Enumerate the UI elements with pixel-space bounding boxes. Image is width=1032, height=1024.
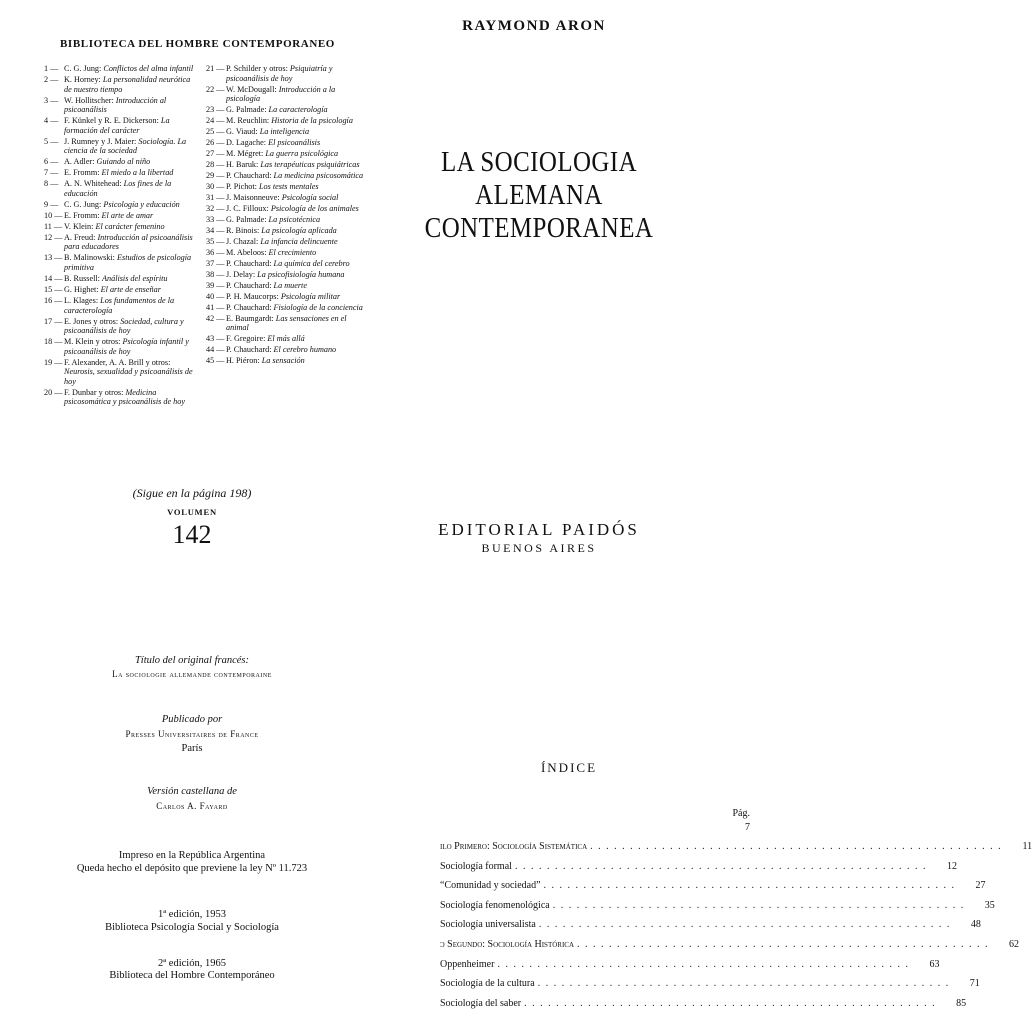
edition-2-line-2: Biblioteca del Hombre Contemporáneo xyxy=(109,970,275,981)
series-item-text xyxy=(226,105,364,115)
series-item-text xyxy=(64,337,194,356)
publisher: EDITORIAL PAIDÓS xyxy=(438,520,640,539)
series-item-number: 20 — xyxy=(44,387,63,397)
series-item-text xyxy=(64,388,194,407)
toc-leader-dots: . . . . . . . . . . . . . . . . . . . . . . . . . . . . . . . . . . . . . . . . . . . . . . . . . . . . xyxy=(538,919,951,931)
toc-leader-dots: . . . . . . . . . . . . . . . . . . . . . . . . . . . . . . . . . . . . . . . . . . . . . . . . . . . . xyxy=(543,880,956,892)
series-list-item xyxy=(44,233,194,252)
translator: Carlos A. Fayard xyxy=(156,801,228,811)
series-item-title: El miedo a la libertad xyxy=(101,168,174,178)
series-item-author: P. H. Maucorps: xyxy=(226,291,281,301)
series-list-item xyxy=(206,149,364,159)
series-item-number: 28 — xyxy=(206,160,225,170)
series-item-text xyxy=(64,274,194,284)
series-item-author: P. Pichot: xyxy=(226,182,259,192)
toc-leader-dots: . . . . . . . . . . . . . . . . . . . . . . . . . . . . . . . . . . . . . . . . . . . . . . . . . . . . xyxy=(524,997,937,1009)
series-item-text xyxy=(64,157,194,167)
series-item-text xyxy=(226,138,364,148)
toc-entry-label: Sociología universalista xyxy=(440,919,536,931)
series-item-title: Psicología militar xyxy=(280,291,341,301)
series-list-item xyxy=(206,345,364,355)
series-item-author: F. Alexander, A. A. Brill y otros: xyxy=(64,357,171,367)
series-item-author: J. Maisonneuve: xyxy=(226,193,282,203)
series-item-text xyxy=(64,75,194,94)
first-page-number: 7 xyxy=(745,822,750,833)
toc-row xyxy=(440,860,957,881)
series-item-number: 26 — xyxy=(206,138,225,148)
series-item-title: El cerebro humano xyxy=(273,345,337,355)
series-item-number: 19 — xyxy=(44,357,63,367)
toc-page-number: 71 xyxy=(969,978,980,990)
series-item-author: P. Schilder y otros: xyxy=(226,64,290,73)
series-list-item xyxy=(206,193,364,203)
series-item-author: J. Chazal: xyxy=(226,236,261,246)
series-item-number: 44 — xyxy=(206,345,225,355)
original-title-label: Título del original francés: xyxy=(134,655,250,666)
series-list-item xyxy=(206,204,364,214)
series-item-number: 39 — xyxy=(206,280,225,290)
series-item-author: M. Klein y otros: xyxy=(64,337,123,347)
series-item-number: 16 — xyxy=(44,295,63,305)
translation-label: Versión castellana de xyxy=(147,786,237,797)
series-item-text xyxy=(226,248,364,258)
series-item-title: Psicología social xyxy=(281,193,339,203)
printed-line-2: Queda hecho el depósito que previene la ley Nº 11.723 xyxy=(76,863,308,874)
toc-row xyxy=(440,919,981,939)
series-item-title: La psicología aplicada xyxy=(261,225,337,235)
series-item-author: M. Reuchlin: xyxy=(226,116,272,126)
series-list-item xyxy=(44,296,194,315)
series-item-title: El psicoanálisis xyxy=(268,138,321,148)
series-item-number: 30 — xyxy=(206,182,225,192)
series-item-title: Introducción al psicoanálisis xyxy=(64,95,167,115)
series-item-text xyxy=(64,200,194,210)
series-item-number: 27 — xyxy=(206,149,225,159)
series-list-item xyxy=(206,226,364,236)
table-of-contents xyxy=(440,841,1032,1017)
edition-2-line-1: 2ª edición, 1965 xyxy=(158,958,226,969)
series-item-text xyxy=(64,64,194,74)
series-list-item xyxy=(206,171,364,181)
series-item-title: Psicología infantil y psicoanálisis de hoy xyxy=(64,337,189,356)
series-item-number: 18 — xyxy=(44,337,63,347)
series-item-author: A. N. Whitehead: xyxy=(64,179,124,189)
series-item-text xyxy=(226,160,364,170)
series-item-author: J. Rumney y J. Maier: xyxy=(64,136,139,146)
toc-entry-label: ılo Primero: Sociología Sistemática xyxy=(440,841,588,852)
series-item-number: 42 — xyxy=(206,313,225,323)
toc-row xyxy=(440,880,986,900)
series-item-text xyxy=(226,292,364,302)
series-item-author: G. Palmade: xyxy=(226,105,269,115)
series-item-title: Sociedad, cultura y psicoanálisis de hoy xyxy=(64,316,184,336)
toc-page-number: 62 xyxy=(1009,938,1020,950)
series-item-title: El más allá xyxy=(267,334,305,344)
series-item-title: Psiquiatría y psicoanálisis de hoy xyxy=(226,64,333,83)
series-item-title: La infancia delincuente xyxy=(260,236,338,246)
series-item-text xyxy=(226,182,364,192)
series-item-number: 7 — xyxy=(44,168,59,178)
series-list-item xyxy=(44,358,194,387)
series-item-author: B. Malinowski: xyxy=(64,253,117,263)
series-item-title: Neurosis, sexualidad y psicoanálisis de hoy xyxy=(64,367,193,386)
series-item-number: 32 — xyxy=(206,204,225,214)
series-list-item xyxy=(44,157,194,167)
series-item-title: La muerte xyxy=(273,280,307,290)
publisher-city: BUENOS AIRES xyxy=(481,541,597,555)
series-list-item xyxy=(44,274,194,284)
series-item-text xyxy=(226,85,364,104)
series-item-text xyxy=(64,317,194,336)
series-item-number: 11 — xyxy=(44,221,63,231)
series-list-item xyxy=(206,182,364,192)
published-by: Presses Universitaires de France xyxy=(125,729,259,739)
series-list-item xyxy=(206,116,364,126)
series-item-title: El carácter femenino xyxy=(95,221,165,231)
series-list-item xyxy=(44,64,194,74)
series-item-number: 45 — xyxy=(206,356,225,366)
series-item-title: La psicotécnica xyxy=(268,215,321,224)
series-title: BIBLIOTECA DEL HOMBRE CONTEMPORANEO xyxy=(60,38,335,50)
series-item-number: 36 — xyxy=(206,247,225,257)
series-item-title: La química del cerebro xyxy=(273,258,350,268)
series-item-text xyxy=(64,285,194,295)
series-item-number: 40 — xyxy=(206,291,225,301)
book-title-line-2: ALEMANA xyxy=(475,179,603,211)
series-list-item xyxy=(206,237,364,247)
series-item-text xyxy=(64,296,194,315)
series-item-text xyxy=(226,127,364,137)
toc-entry-label: “Comunidad y sociedad” xyxy=(440,880,541,892)
series-item-title: Medicina psicosomática y psicoanálisis de hoy xyxy=(64,387,185,407)
series-item-title: El arte de amar xyxy=(101,210,154,220)
series-item-author: G. Viaud: xyxy=(226,127,260,137)
series-item-number: 8 — xyxy=(44,179,59,189)
series-item-text xyxy=(64,96,194,115)
series-item-text xyxy=(226,314,364,333)
series-item-title: Los fines de la educación xyxy=(64,179,172,198)
series-item-text xyxy=(226,149,364,159)
series-list-item xyxy=(44,168,194,178)
series-item-author: C. G. Jung: xyxy=(64,199,104,209)
series-list-item xyxy=(206,248,364,258)
series-list-item xyxy=(44,388,194,407)
series-list-item xyxy=(44,179,194,198)
series-item-number: 14 — xyxy=(44,273,63,283)
series-list-item xyxy=(206,259,364,269)
series-list-column-2 xyxy=(206,64,364,367)
series-item-author: D. Lagache: xyxy=(226,138,269,148)
series-item-author: R. Binois: xyxy=(226,225,262,235)
series-item-author: J. C. Filloux: xyxy=(226,204,271,214)
series-item-author: H. Baruk: xyxy=(226,160,261,170)
series-item-text xyxy=(226,204,364,214)
series-item-text xyxy=(226,193,364,203)
series-item-text xyxy=(64,179,194,198)
series-item-author: B. Russell: xyxy=(64,273,102,283)
series-item-author: E. Fromm: xyxy=(64,168,102,178)
edition-1-line-2: Biblioteca Psicología Social y Sociología xyxy=(105,922,279,933)
series-item-number: 21 — xyxy=(206,64,225,73)
series-item-title: Estudios de psicología primitiva xyxy=(64,253,192,272)
toc-page-number: 48 xyxy=(970,919,981,931)
series-item-author: E. Baumgardt: xyxy=(226,313,276,323)
series-list-item xyxy=(44,253,194,272)
series-item-title: Las sensaciones en el animal xyxy=(226,313,347,333)
series-item-text xyxy=(64,253,194,272)
series-item-author: G. Highet: xyxy=(64,284,101,294)
series-item-number: 23 — xyxy=(206,105,225,115)
series-item-author: J. Delay: xyxy=(226,269,258,279)
toc-entry-label: Oppenheimer xyxy=(440,958,495,970)
series-list-column-1 xyxy=(44,64,194,408)
toc-entry-label: Sociología formal xyxy=(440,860,512,872)
series-item-author: M. Mégret: xyxy=(226,149,266,159)
series-item-text xyxy=(64,116,194,135)
toc-leader-dots: . . . . . . . . . . . . . . . . . . . . . . . . . . . . . . . . . . . . . . . . . . . . . . . . . . . . xyxy=(577,938,990,950)
series-list-item xyxy=(44,200,194,210)
series-item-number: 1 — xyxy=(44,64,59,73)
series-item-title: La medicina psicosomática xyxy=(273,171,364,181)
series-list-item xyxy=(206,64,364,83)
series-item-text xyxy=(226,226,364,236)
series-list-item xyxy=(206,160,364,170)
toc-page-number: 35 xyxy=(984,899,995,911)
series-list-item xyxy=(44,96,194,115)
series-list-item xyxy=(44,116,194,135)
series-item-number: 37 — xyxy=(206,258,225,268)
series-item-title: Los tests mentales xyxy=(259,182,319,192)
series-item-text xyxy=(226,281,364,291)
series-item-title: Introducción a la psicología xyxy=(226,84,336,104)
index-heading: ÍNDICE xyxy=(540,760,598,775)
series-item-number: 31 — xyxy=(206,193,225,203)
series-item-text xyxy=(226,259,364,269)
series-item-title: Conflictos del alma infantil xyxy=(103,64,194,73)
series-item-author: P. Chauchard: xyxy=(226,280,274,290)
series-item-number: 24 — xyxy=(206,116,225,126)
series-item-number: 41 — xyxy=(206,302,225,312)
toc-leader-dots: . . . . . . . . . . . . . . . . . . . . . . . . . . . . . . . . . . . . . . . . . . . . . . . . . . . . xyxy=(514,860,927,872)
series-list-item xyxy=(206,138,364,148)
series-item-number: 17 — xyxy=(44,316,63,326)
series-item-text xyxy=(226,303,364,313)
toc-leader-dots: . . . . . . . . . . . . . . . . . . . . . . . . . . . . . . . . . . . . . . . . . . . . . . . . . . . . xyxy=(590,841,1003,852)
toc-page-number: 85 xyxy=(956,997,967,1009)
series-item-text xyxy=(226,64,364,83)
series-item-number: 4 — xyxy=(44,116,59,126)
page-column-label: Pág. xyxy=(732,808,750,819)
series-list-item xyxy=(44,337,194,356)
series-item-number: 34 — xyxy=(206,225,225,235)
series-item-title: Fisiología de la conciencia xyxy=(273,302,363,312)
series-item-title: Los fundamentos de la caracterología xyxy=(64,295,175,315)
book-title xyxy=(406,146,673,245)
series-item-author: W. McDougall: xyxy=(226,84,279,94)
toc-chapter-row xyxy=(440,938,1020,959)
series-item-number: 5 — xyxy=(44,136,59,146)
series-item-text xyxy=(226,116,364,126)
series-item-text xyxy=(64,233,194,252)
published-city: París xyxy=(181,743,203,754)
toc-leader-dots: . . . . . . . . . . . . . . . . . . . . . . . . . . . . . . . . . . . . . . . . . . . . . . . . . . . . xyxy=(497,958,910,970)
series-item-number: 13 — xyxy=(44,253,63,263)
book-title-line-3: CONTEMPORANEA xyxy=(424,212,654,244)
edition-1-line-1: 1ª edición, 1953 xyxy=(158,909,226,920)
series-item-number: 33 — xyxy=(206,215,225,224)
series-item-number: 6 — xyxy=(44,157,59,167)
series-item-text xyxy=(226,237,364,247)
series-item-author: H. Piéron: xyxy=(226,356,262,366)
series-item-author: F. Gregoire: xyxy=(226,334,268,344)
series-item-title: La personalidad neurótica de nuestro tiempo xyxy=(64,74,191,94)
toc-row xyxy=(440,899,995,920)
series-item-author: W. Hollitscher: xyxy=(64,95,116,105)
series-item-title: Psicología de los animales xyxy=(270,204,359,214)
series-item-number: 12 — xyxy=(44,232,63,242)
toc-entry-label: Sociología de la cultura xyxy=(440,978,535,990)
series-list-item xyxy=(206,105,364,115)
series-item-number: 29 — xyxy=(206,171,225,181)
toc-row xyxy=(440,958,940,979)
series-item-text xyxy=(226,215,364,225)
series-item-author: M. Abeloos: xyxy=(226,247,269,257)
series-item-title: Historia de la psicología xyxy=(271,116,353,126)
series-item-number: 22 — xyxy=(206,84,225,94)
series-item-text xyxy=(64,168,194,178)
series-item-number: 25 — xyxy=(206,127,225,137)
series-item-author: F. Dunbar y otros: xyxy=(64,387,126,397)
toc-page-number: 11 xyxy=(1022,841,1032,852)
published-label: Publicado por xyxy=(161,714,223,725)
series-item-number: 15 — xyxy=(44,284,63,294)
series-item-number: 2 — xyxy=(44,74,59,84)
toc-entry-label: ɔ Segundo: Sociología Histórica xyxy=(440,938,575,950)
toc-chapter-row xyxy=(440,841,1032,861)
series-item-author: P. Chauchard: xyxy=(226,345,274,355)
right-page xyxy=(384,0,1032,1024)
series-item-author: A. Freud: xyxy=(64,232,98,242)
series-item-text xyxy=(226,334,364,344)
series-item-text xyxy=(64,358,194,387)
series-item-title: Guiando al niño xyxy=(96,157,151,167)
series-list-item xyxy=(206,270,364,280)
series-item-title: Psicología y educación xyxy=(103,199,180,209)
toc-page-number: 27 xyxy=(975,880,986,892)
series-list-item xyxy=(206,303,364,313)
series-list-item xyxy=(44,137,194,156)
series-item-number: 43 — xyxy=(206,334,225,344)
series-item-number: 35 — xyxy=(206,236,225,246)
series-item-author: L. Klages: xyxy=(64,295,101,305)
series-list-item xyxy=(44,211,194,221)
series-item-text xyxy=(64,137,194,156)
series-list-item xyxy=(206,314,364,333)
series-item-author: V. Klein: xyxy=(64,221,96,231)
series-item-title: La guerra psicológica xyxy=(265,149,339,159)
series-item-author: P. Chauchard: xyxy=(226,302,274,312)
volume-label: VOLUMEN xyxy=(167,507,217,517)
series-item-title: La caracterología xyxy=(268,105,328,115)
series-item-title: La formación del carácter xyxy=(64,116,170,135)
series-list-item xyxy=(44,222,194,232)
series-item-title: El arte de enseñar xyxy=(100,284,161,294)
series-item-text xyxy=(226,270,364,280)
series-item-title: El crecimiento xyxy=(268,247,317,257)
series-item-number: 3 — xyxy=(44,95,59,105)
series-list-item xyxy=(206,127,364,137)
series-item-number: 9 — xyxy=(44,199,59,209)
series-item-title: Análisis del espíritu xyxy=(102,273,168,283)
left-page xyxy=(0,0,384,1024)
series-item-title: La sensación xyxy=(261,356,305,366)
series-item-author: C. G. Jung: xyxy=(64,64,104,73)
toc-page-number: 63 xyxy=(929,958,940,970)
series-item-author: P. Chauchard: xyxy=(226,258,274,268)
series-list-item xyxy=(206,334,364,344)
series-item-text xyxy=(226,345,364,355)
book-author: RAYMOND ARON xyxy=(462,18,606,34)
series-item-title: Las terapéuticas psiquiátricas xyxy=(260,160,360,170)
toc-page-number: 12 xyxy=(946,860,957,872)
series-item-author: P. Chauchard: xyxy=(226,171,274,181)
series-list-item xyxy=(206,292,364,302)
toc-entry-label: Sociología del saber xyxy=(440,997,522,1009)
toc-row xyxy=(440,997,967,1018)
series-item-number: 38 — xyxy=(206,269,225,279)
series-item-text xyxy=(226,356,364,366)
series-item-text xyxy=(64,222,194,232)
series-list-item xyxy=(44,75,194,94)
series-item-author: K. Horney: xyxy=(64,74,103,84)
series-item-author: E. Jones y otros: xyxy=(64,316,121,326)
toc-row xyxy=(440,978,980,998)
series-item-title: Introducción al psicoanálisis para educadores xyxy=(64,232,193,252)
book-title-line-1: LA SOCIOLOGIA xyxy=(440,146,638,178)
volume-number: 142 xyxy=(172,520,212,549)
toc-entry-label: Sociología fenomenológica xyxy=(440,899,550,911)
toc-leader-dots: . . . . . . . . . . . . . . . . . . . . . . . . . . . . . . . . . . . . . . . . . . . . . . . . . . . . xyxy=(537,978,950,990)
series-list-item xyxy=(206,85,364,104)
series-item-title: La psicofisiología humana xyxy=(257,269,345,279)
series-item-author: E. Fromm: xyxy=(64,210,102,220)
continued-note: (Sigue en la página 198) xyxy=(132,486,252,500)
series-item-number: 10 — xyxy=(44,210,63,220)
series-item-text xyxy=(64,211,194,221)
series-item-title: Sociología. La ciencia de la sociedad xyxy=(64,136,187,156)
series-item-title: La inteligencia xyxy=(259,127,310,137)
series-list-item xyxy=(44,317,194,336)
original-title: La sociologie allemande contemporaine xyxy=(112,669,272,679)
series-item-author: G. Palmade: xyxy=(226,215,269,224)
series-item-text xyxy=(226,171,364,181)
series-list-item xyxy=(206,356,364,366)
toc-leader-dots: . . . . . . . . . . . . . . . . . . . . . . . . . . . . . . . . . . . . . . . . . . . . . . . . . . . . xyxy=(552,899,965,911)
printed-line-1: Impreso en la República Argentina xyxy=(118,850,266,861)
series-item-author: F. Künkel y R. E. Dickerson: xyxy=(64,116,161,126)
series-list-item xyxy=(206,215,364,225)
series-list-item xyxy=(206,281,364,291)
series-item-author: A. Adler: xyxy=(64,157,97,167)
series-list-item xyxy=(44,285,194,295)
